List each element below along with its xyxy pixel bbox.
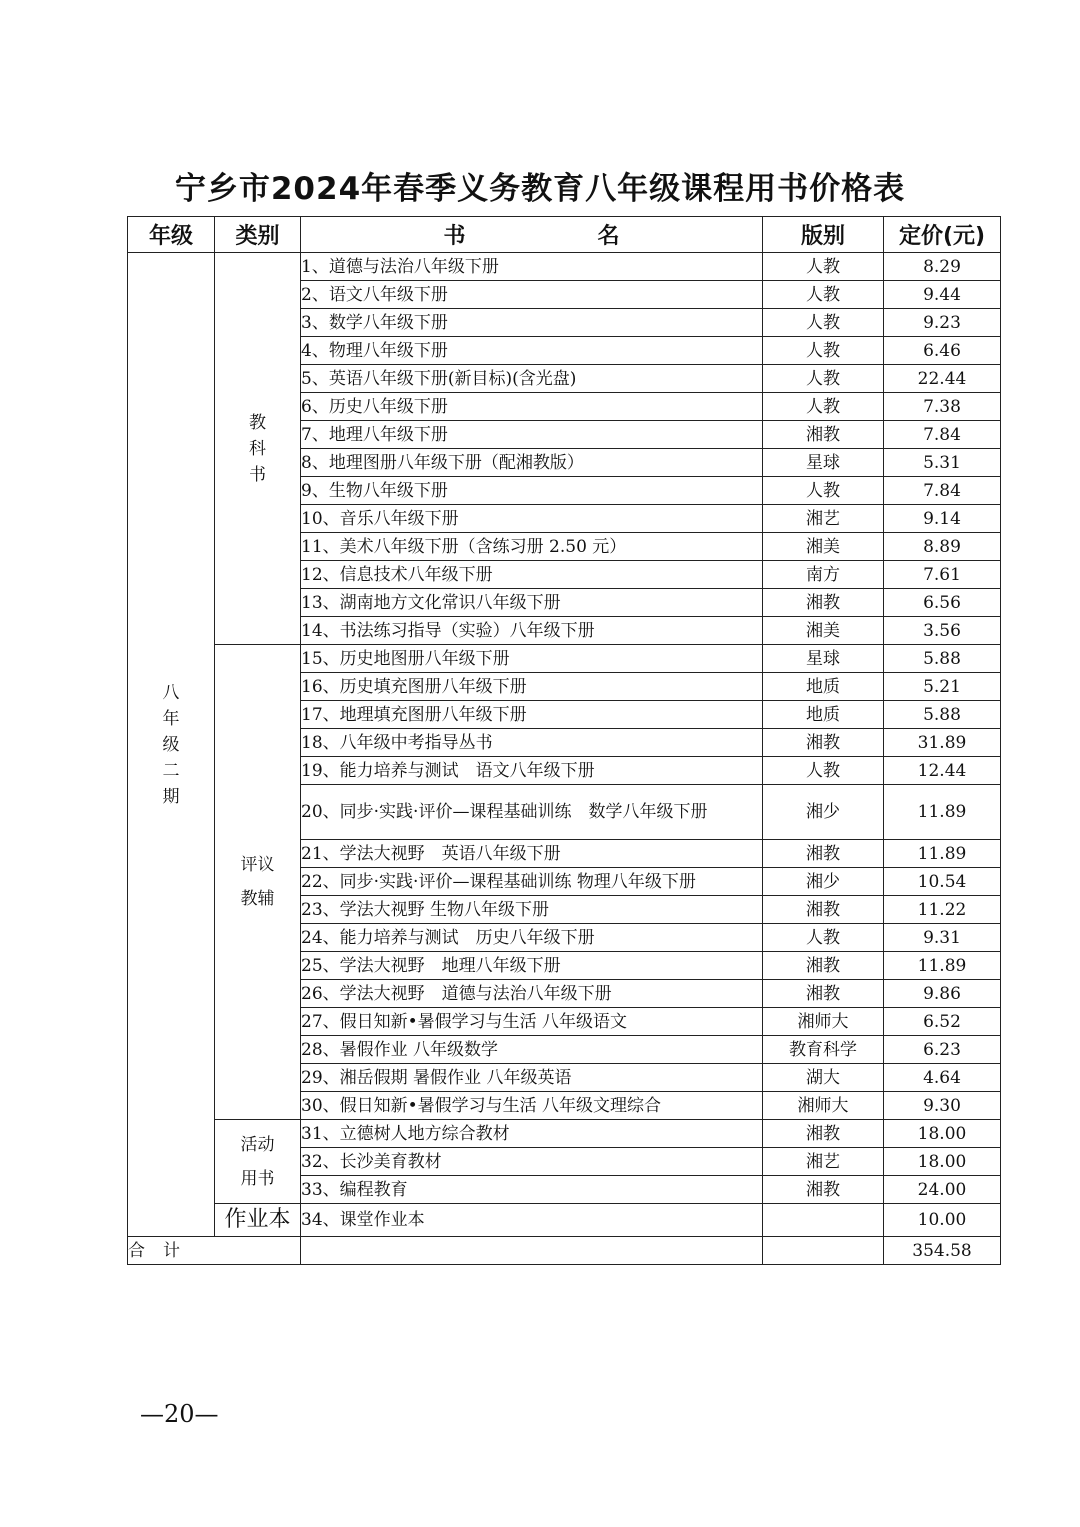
book-publisher: 湘教 [763, 840, 884, 868]
book-price: 24.00 [884, 1176, 1001, 1204]
book-publisher: 人教 [763, 281, 884, 309]
book-name: 17、地理填充图册八年级下册 [301, 701, 763, 729]
header-row [128, 217, 1001, 253]
book-name: 16、历史填充图册八年级下册 [301, 673, 763, 701]
book-publisher: 人教 [763, 477, 884, 505]
book-price: 3.56 [884, 617, 1001, 645]
book-name: 7、地理八年级下册 [301, 421, 763, 449]
book-price: 7.84 [884, 421, 1001, 449]
table-body [128, 253, 1001, 1265]
total-price: 354.58 [884, 1237, 1001, 1265]
book-price: 18.00 [884, 1120, 1001, 1148]
book-price: 7.84 [884, 477, 1001, 505]
grade-cell [128, 253, 215, 1237]
book-publisher: 教育科学 [763, 1036, 884, 1064]
book-publisher: 地质 [763, 673, 884, 701]
book-price: 5.31 [884, 449, 1001, 477]
book-price: 5.88 [884, 645, 1001, 673]
book-name: 9、生物八年级下册 [301, 477, 763, 505]
book-publisher: 人教 [763, 393, 884, 421]
book-name: 27、假日知新•暑假学习与生活 八年级语文 [301, 1008, 763, 1036]
book-price: 6.56 [884, 589, 1001, 617]
page-number: —20— [140, 1400, 219, 1428]
book-publisher: 人教 [763, 309, 884, 337]
book-price: 7.61 [884, 561, 1001, 589]
book-publisher: 湘艺 [763, 505, 884, 533]
book-name: 18、八年级中考指导丛书 [301, 729, 763, 757]
book-publisher: 湘教 [763, 1176, 884, 1204]
price-table [127, 216, 1001, 1265]
book-price: 9.86 [884, 980, 1001, 1008]
book-price: 9.31 [884, 924, 1001, 952]
book-name: 22、同步·实践·评价—课程基础训练 物理八年级下册 [301, 868, 763, 896]
book-name: 6、历史八年级下册 [301, 393, 763, 421]
book-publisher [763, 1204, 884, 1237]
book-name: 28、暑假作业 八年级数学 [301, 1036, 763, 1064]
book-price: 11.89 [884, 840, 1001, 868]
book-name: 2、语文八年级下册 [301, 281, 763, 309]
book-publisher: 湘师大 [763, 1008, 884, 1036]
book-name: 5、英语八年级下册(新目标)(含光盘) [301, 365, 763, 393]
book-price: 8.29 [884, 253, 1001, 281]
book-price: 6.52 [884, 1008, 1001, 1036]
header-price: 定价(元) [884, 217, 1001, 253]
book-price: 11.89 [884, 785, 1001, 840]
book-publisher: 人教 [763, 337, 884, 365]
book-name: 3、数学八年级下册 [301, 309, 763, 337]
header-grade: 年级 [128, 217, 215, 253]
book-price: 11.89 [884, 952, 1001, 980]
book-price: 9.44 [884, 281, 1001, 309]
book-name: 4、物理八年级下册 [301, 337, 763, 365]
book-publisher: 湘师大 [763, 1092, 884, 1120]
total-empty-name [301, 1237, 763, 1265]
book-price: 9.30 [884, 1092, 1001, 1120]
book-publisher: 湘教 [763, 952, 884, 980]
total-label: 合计 [128, 1237, 301, 1265]
book-price: 31.89 [884, 729, 1001, 757]
book-price: 22.44 [884, 365, 1001, 393]
book-publisher: 人教 [763, 253, 884, 281]
book-price: 5.88 [884, 701, 1001, 729]
book-publisher: 湘教 [763, 421, 884, 449]
book-name: 33、编程教育 [301, 1176, 763, 1204]
book-name: 8、地理图册八年级下册（配湘教版） [301, 449, 763, 477]
book-price: 4.64 [884, 1064, 1001, 1092]
book-name: 10、音乐八年级下册 [301, 505, 763, 533]
book-price: 11.22 [884, 896, 1001, 924]
book-name: 24、能力培养与测试 历史八年级下册 [301, 924, 763, 952]
book-price: 6.46 [884, 337, 1001, 365]
book-price: 7.38 [884, 393, 1001, 421]
category-activity: 活动用书 [215, 1120, 301, 1204]
book-price: 9.23 [884, 309, 1001, 337]
book-publisher: 湘美 [763, 533, 884, 561]
header-category: 类别 [215, 217, 301, 253]
book-name: 30、假日知新•暑假学习与生活 八年级文理综合 [301, 1092, 763, 1120]
grade-label: 八年级二期 [162, 682, 180, 807]
book-price: 10.54 [884, 868, 1001, 896]
book-name: 14、书法练习指导（实验）八年级下册 [301, 617, 763, 645]
book-publisher: 人教 [763, 924, 884, 952]
book-name: 29、湘岳假期 暑假作业 八年级英语 [301, 1064, 763, 1092]
book-name: 11、美术八年级下册（含练习册 2.50 元） [301, 533, 763, 561]
book-name: 32、长沙美育教材 [301, 1148, 763, 1176]
book-price: 5.21 [884, 673, 1001, 701]
category-homework: 作业本 [215, 1204, 301, 1237]
total-row [128, 1237, 1001, 1265]
book-price: 8.89 [884, 533, 1001, 561]
total-empty-publisher [763, 1237, 884, 1265]
book-publisher: 星球 [763, 645, 884, 673]
book-name: 31、立德树人地方综合教材 [301, 1120, 763, 1148]
book-publisher: 湘教 [763, 980, 884, 1008]
book-publisher: 南方 [763, 561, 884, 589]
book-publisher: 湘少 [763, 785, 884, 840]
book-name: 23、学法大视野 生物八年级下册 [301, 896, 763, 924]
book-name: 13、湖南地方文化常识八年级下册 [301, 589, 763, 617]
book-price: 6.23 [884, 1036, 1001, 1064]
book-publisher: 湘艺 [763, 1148, 884, 1176]
book-price: 10.00 [884, 1204, 1001, 1237]
book-publisher: 星球 [763, 449, 884, 477]
book-name: 25、学法大视野 地理八年级下册 [301, 952, 763, 980]
header-publisher: 版别 [763, 217, 884, 253]
book-price: 9.14 [884, 505, 1001, 533]
book-publisher: 地质 [763, 701, 884, 729]
book-name: 1、道德与法治八年级下册 [301, 253, 763, 281]
book-price: 12.44 [884, 757, 1001, 785]
book-publisher: 人教 [763, 365, 884, 393]
book-name: 15、历史地图册八年级下册 [301, 645, 763, 673]
book-publisher: 湘教 [763, 729, 884, 757]
book-name: 20、同步·实践·评价—课程基础训练 数学八年级下册 [301, 785, 763, 840]
book-name: 12、信息技术八年级下册 [301, 561, 763, 589]
book-publisher: 湘少 [763, 868, 884, 896]
book-publisher: 湘教 [763, 896, 884, 924]
book-price: 18.00 [884, 1148, 1001, 1176]
book-publisher: 湖大 [763, 1064, 884, 1092]
book-publisher: 湘教 [763, 589, 884, 617]
book-publisher: 人教 [763, 757, 884, 785]
page-title: 宁乡市2024年春季义务教育八年级课程用书价格表 [174, 171, 906, 207]
book-name: 34、课堂作业本 [301, 1204, 763, 1237]
book-name: 19、能力培养与测试 语文八年级下册 [301, 757, 763, 785]
category-review: 评议教辅 [215, 645, 301, 1120]
book-name: 21、学法大视野 英语八年级下册 [301, 840, 763, 868]
header-book-name: 书 名 [301, 217, 763, 253]
category-textbook: 教科书 [215, 253, 301, 645]
book-publisher: 湘教 [763, 1120, 884, 1148]
book-publisher: 湘美 [763, 617, 884, 645]
book-name: 26、学法大视野 道德与法治八年级下册 [301, 980, 763, 1008]
